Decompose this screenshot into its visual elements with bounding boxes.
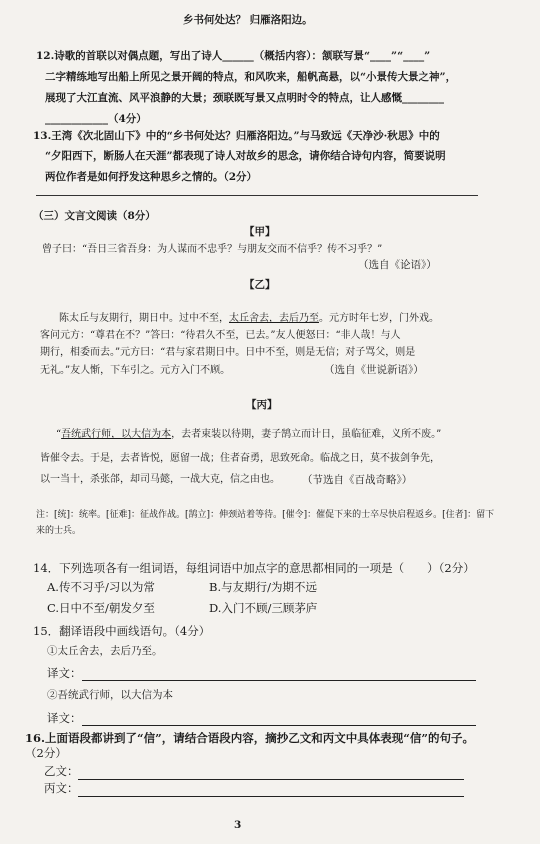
- q16-stem-line1: 16.上面语段都讲到了“信”，请结合语段内容，摘抄乙文和丙文中具体表现“信”的句子。: [25, 731, 474, 745]
- q14-option-d[interactable]: D.入门不顾/三顾茅庐: [209, 601, 318, 615]
- bing-line1-a: “: [56, 429, 62, 440]
- q12-line3: 展现了大江直流、风平浪静的大景；颈联既写景又点明时令的特点，让人感慨________: [45, 92, 444, 104]
- q14-option-a[interactable]: A.传不习乎/习以为常: [47, 580, 155, 594]
- q15-stem: 15．翻译语段中画线语句。（4分）: [33, 624, 211, 638]
- yi-source: （选自《世说新语》）: [324, 364, 424, 376]
- yi-line4: 无礼。”友人惭，下车引之。元方入门不顾。: [40, 365, 231, 376]
- q13-answer-line[interactable]: [36, 195, 478, 196]
- q15-answer-label1: 译文：: [47, 666, 82, 680]
- bing-line1-c: ，去者束装以待期，妻子鹄立而计日，虽临征难，义所不废。”: [171, 429, 442, 440]
- q14-option-c[interactable]: C.日中不至/朝发夕至: [47, 601, 155, 615]
- q16-bing-label: 丙文：: [44, 781, 79, 795]
- bing-label: 【丙】: [246, 399, 278, 411]
- bing-underlined-sentence: 吾统武行师，以大信为本: [61, 429, 172, 440]
- q13-line3: 两位作者是如何抒发这种思乡之情的。（2分）: [45, 171, 258, 183]
- q12-line4: ____________（4分）: [45, 113, 147, 125]
- page-header: 乡书何处达？ 归雁洛阳边。: [183, 14, 313, 26]
- yi-line1: [59, 314, 439, 324]
- section3-title: （三）文言文阅读（8分）: [33, 210, 156, 222]
- yi-line1-c: 。元方时年七岁，门外戏。: [319, 313, 439, 324]
- yi-line2: 客问元方：“尊君在不？”答曰：“待君久不至，已去。”友人便怒曰：“非人哉！与人: [40, 330, 401, 341]
- q15-item2: ②吾统武行师，以大信为本: [47, 689, 173, 701]
- q15-answer-label2: 译文：: [47, 711, 82, 725]
- q15-item1: ①太丘舍去，去后乃至。: [47, 645, 163, 657]
- yi-line3: 期行，相委而去。”元方曰：“君与家君期日中。日中不至，则是无信；对子骂父，则是: [40, 347, 416, 358]
- bing-line2: 皆催令去。于是，去者皆悦，愿留一战；住者奋勇，思致死命。临战之日，莫不拔剑争先，: [40, 453, 440, 464]
- note-line1: 注：[统]：统率。[征难]：征战作战。[鹄立]：伸颈站着等待。[催令]：催促下来的士卒尽快启程返乡。[住者]：留下: [36, 510, 495, 520]
- jia-label: 【甲】: [244, 226, 276, 238]
- note-line2: 来的士兵。: [36, 526, 82, 536]
- bing-line1: [56, 430, 441, 440]
- q15-answer-line2[interactable]: [82, 725, 476, 726]
- bing-source: （节选自《百战奇略》）: [302, 474, 413, 486]
- q16-stem-line2: （2分）: [25, 746, 67, 760]
- bing-line3: 以一当十，杀张郃，却司马懿，一战大克，信之由也。: [40, 474, 280, 485]
- q13-line2: “夕阳西下，断肠人在天涯”都表现了诗人对故乡的思念，请你结合诗句内容，简要说明: [45, 150, 446, 162]
- q12-line1: 12.诗歌的首联以对偶点题，写出了诗人______（概括内容）：颔联写景“____”“____”: [36, 50, 431, 62]
- jia-source: （选自《论语》）: [358, 259, 437, 271]
- q16-yi-answer-line[interactable]: [78, 779, 464, 780]
- q14-stem: 14．下列选项各有一组词语，每组词语中加点字的意思都相同的一项是（ ）（2分）: [33, 561, 475, 575]
- yi-line1-a: 陈太丘与友期行，期日中。过中不至，: [59, 313, 229, 324]
- q13-line1: 13.王湾《次北固山下》中的“乡书何处达？归雁洛阳边。”与马致远《天净沙·秋思》中的: [33, 130, 440, 142]
- yi-underlined-sentence: 太丘舍去，去后乃至: [229, 313, 319, 324]
- page-number: 3: [234, 819, 242, 831]
- jia-text: 曾子曰：“吾日三省吾身：为人谋而不忠乎？与朋友交而不信乎？传不习乎？”: [42, 244, 383, 255]
- q15-answer-line1[interactable]: [82, 680, 476, 681]
- q16-yi-label: 乙文：: [44, 764, 79, 778]
- yi-label: 【乙】: [244, 279, 276, 291]
- q14-option-b[interactable]: B.与友期行/为期不远: [209, 580, 317, 594]
- q16-bing-answer-line[interactable]: [78, 796, 464, 797]
- q12-line2: 二字精练地写出船上所见之景开阔的特点，和风吹来，船帆高悬，以“小景传大景之神”，: [45, 71, 457, 83]
